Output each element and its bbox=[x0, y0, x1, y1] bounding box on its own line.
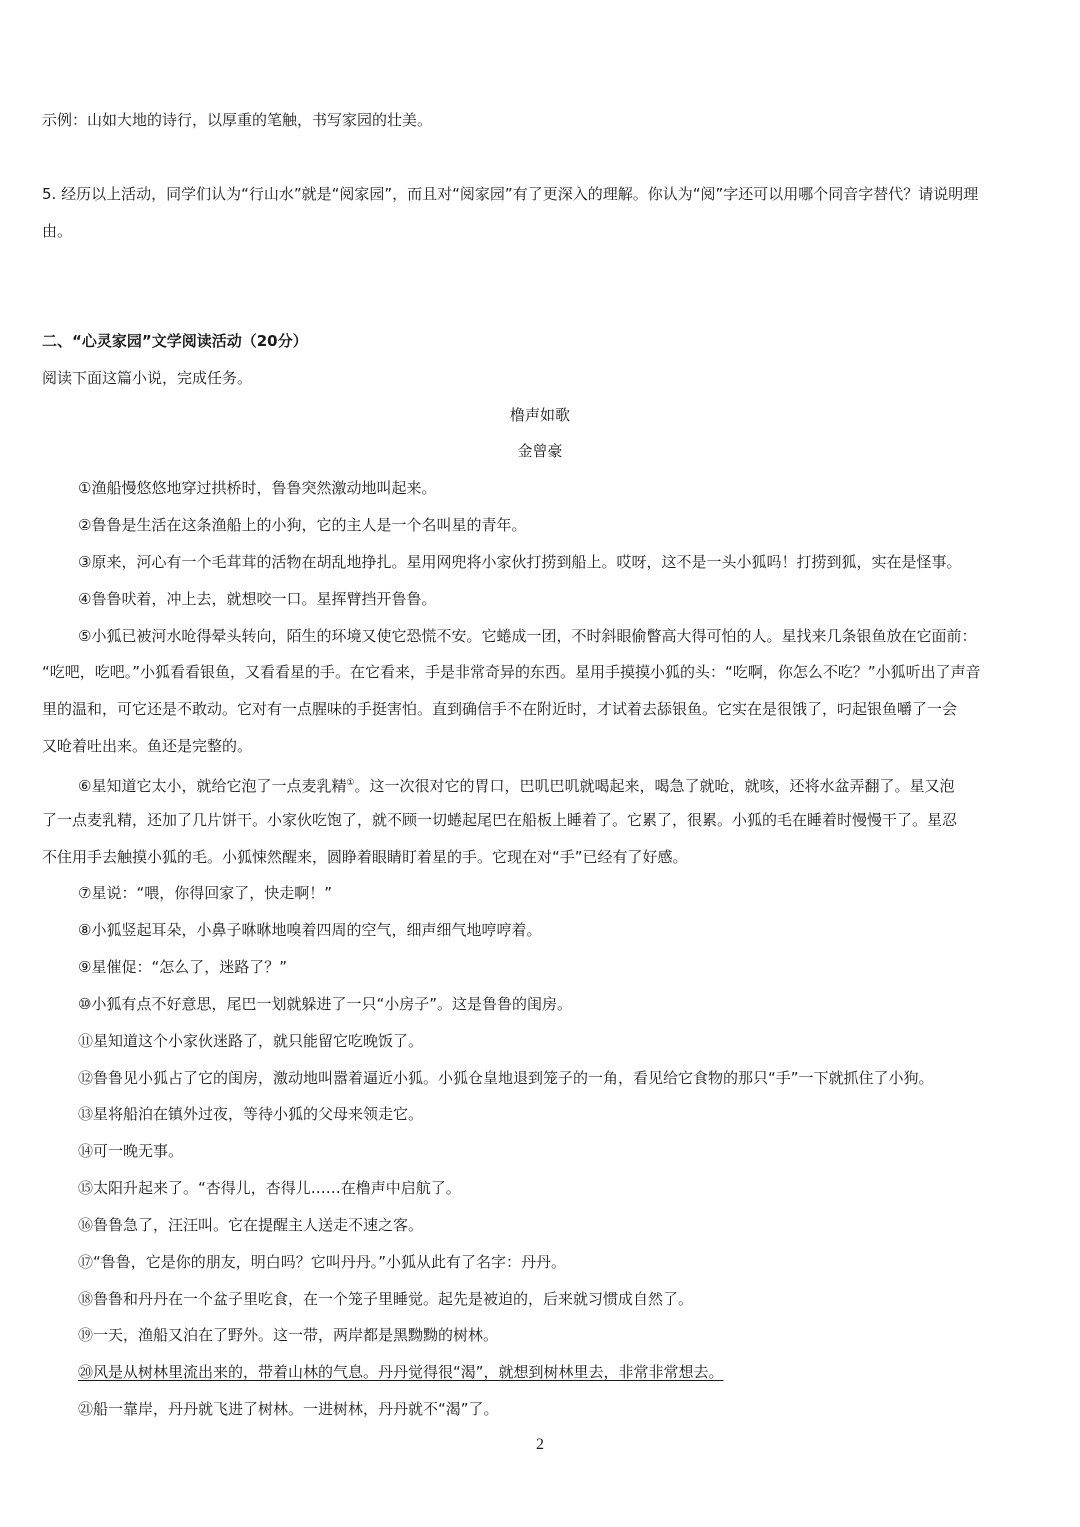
question-5-line-2: 由。 bbox=[42, 222, 73, 240]
paragraph-6-line-1 bbox=[78, 773, 1038, 796]
paragraph-10: ⑩小狐有点不好意思，尾巴一划就躲进了一只“小房子”。这是鲁鲁的闺房。 bbox=[78, 995, 572, 1013]
paragraph-6-line-3: 不住用手去触摸小狐的毛。小狐悚然醒来，圆睁着眼睛盯着星的手。它现在对“手”已经有了好感。 bbox=[42, 848, 688, 866]
paragraph-7: ⑦星说：“喂，你得回家了，快走啊！” bbox=[78, 884, 332, 902]
paragraph-6-text-a: ⑥星知道它太小，就给它泡了一点麦乳精 bbox=[78, 777, 347, 795]
paragraph-11: ⑪星知道这个小家伙迷路了，就只能留它吃晚饭了。 bbox=[78, 1032, 424, 1050]
footnote-marker: ① bbox=[346, 778, 355, 788]
paragraph-13: ⑬星将船泊在镇外过夜，等待小狐的父母来领走它。 bbox=[78, 1105, 424, 1123]
paragraph-21: ㉑船一靠岸，丹丹就飞进了树林。一进树林，丹丹就不“渴”了。 bbox=[78, 1400, 499, 1418]
section-heading: 二、“心灵家园”文学阅读活动（20分） bbox=[42, 332, 308, 350]
page-number: 2 bbox=[536, 1436, 544, 1453]
paragraph-14: ⑭可一晚无事。 bbox=[78, 1142, 184, 1160]
paragraph-5-line-4: 又呛着吐出来。鱼还是完整的。 bbox=[42, 737, 253, 755]
reading-instruction: 阅读下面这篇小说，完成任务。 bbox=[42, 369, 253, 387]
paragraph-6-text-b: 。这一次很对它的胃口，巴叽巴叽就喝起来，喝急了就呛，就咳，还将水盆弄翻了。星又泡 bbox=[354, 777, 955, 795]
paragraph-6-line-2: 了一点麦乳精，还加了几片饼干。小家伙吃饱了，就不顾一切蜷起尾巴在船板上睡着了。它累了，很累。小狐的毛在睡着时慢慢干了。星忍 bbox=[42, 811, 958, 829]
paragraph-2: ②鲁鲁是生活在这条渔船上的小狗，它的主人是一个名叫星的青年。 bbox=[78, 516, 527, 534]
paragraph-12: ⑫鲁鲁见小狐占了它的闺房，激动地叫嚣着逼近小狐。小狐仓皇地退到笼子的一角，看见给它食物的那只“手”一下就抓住了小狗。 bbox=[78, 1069, 934, 1087]
paragraph-9: ⑨星催促：“怎么了，迷路了？” bbox=[78, 958, 287, 976]
story-title: 橹声如歌 bbox=[509, 406, 570, 424]
story-author: 金曾豪 bbox=[517, 442, 563, 460]
paragraph-8: ⑧小狐竖起耳朵，小鼻子咻咻地嗅着四周的空气，细声细气地哼哼着。 bbox=[78, 921, 542, 939]
paragraph-5-line-2: “吃吧，吃吧。”小狐看看银鱼，又看看星的手。在它看来，手是非常奇异的东西。星用手摸摸小狐的头：“吃啊，你怎么不吃？”小狐听出了声音 bbox=[42, 663, 981, 681]
paragraph-1: ①渔船慢悠悠地穿过拱桥时，鲁鲁突然激动地叫起来。 bbox=[78, 479, 437, 497]
paragraph-16: ⑯鲁鲁急了，汪汪叫。它在提醒主人送走不速之客。 bbox=[78, 1216, 424, 1234]
paragraph-3: ③原来，河心有一个毛茸茸的活物在胡乱地挣扎。星用网兜将小家伙打捞到船上。哎呀，这不是一头小狐吗！打捞到狐，实在是怪事。 bbox=[78, 553, 962, 571]
paragraph-18: ⑱鲁鲁和丹丹在一个盆子里吃食，在一个笼子里睡觉。起先是被迫的，后来就习惯成自然了。 bbox=[78, 1290, 694, 1308]
paragraph-15: ⑮太阳升起来了。“杏得儿，杏得儿……在橹声中启航了。 bbox=[78, 1179, 461, 1197]
paragraph-5-line-3: 里的温和，可它还是不敢动。它对有一点腥味的手挺害怕。直到确信手不在附近时，才试着去舔银鱼。它实在是很饿了，叼起银鱼嚼了一会 bbox=[42, 700, 958, 718]
question-5-line-1: 5. 经历以上活动，同学们认为“行山水”就是“阅家园”，而且对“阅家园”有了更深入的理解。你认为“阅”字还可以用哪个同音字替代？请说明理 bbox=[42, 185, 979, 203]
paragraph-4: ④鲁鲁吠着，冲上去，就想咬一口。星挥臂挡开鲁鲁。 bbox=[78, 590, 437, 608]
paragraph-19: ⑲一天，渔船又泊在了野外。这一带，两岸都是黑黝黝的树林。 bbox=[78, 1326, 499, 1344]
paragraph-20: ⑳风是从树林里流出来的，带着山林的气息。丹丹觉得很“渴”，就想到树林里去，非常非常想去。 bbox=[78, 1363, 724, 1381]
paragraph-17: ⑰“鲁鲁，它是你的朋友，明白吗？它叫丹丹。”小狐从此有了名字：丹丹。 bbox=[78, 1253, 567, 1271]
example-sentence: 示例：山如大地的诗行，以厚重的笔触，书写家园的壮美。 bbox=[42, 111, 433, 129]
paragraph-5-line-1: ⑤小狐已被河水呛得晕头转向，陌生的环境又使它恐慌不安。它蜷成一团，不时斜眼偷瞥高大得可怕的人。星找来几条银鱼放在它面前： bbox=[78, 627, 977, 645]
